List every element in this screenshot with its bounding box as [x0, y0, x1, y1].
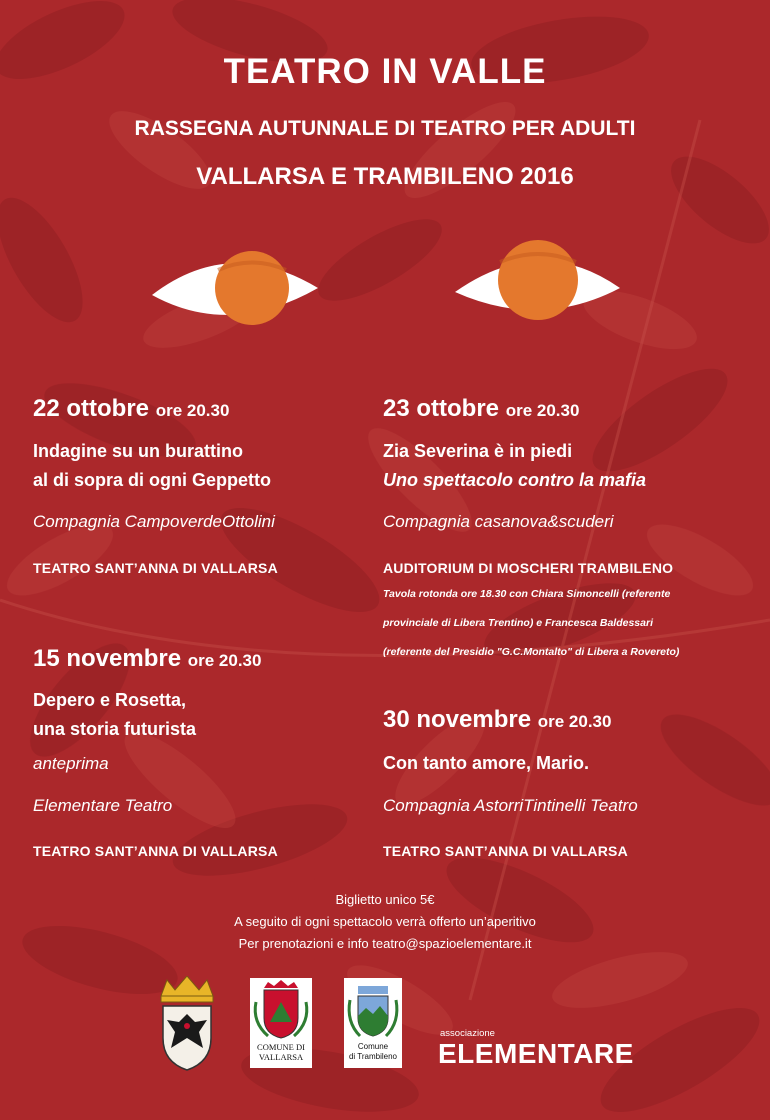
- vallarsa-label-line1: COMUNE DI: [257, 1042, 305, 1052]
- event-date: 23 ottobre ore 20.30: [383, 395, 580, 422]
- booking-info: Per prenotazioni e info teatro@spazioelementare.it: [238, 936, 532, 951]
- event-title-line: Zia Severina è in piedi: [383, 441, 573, 461]
- event-subtitle-line: Uno spettacolo contro la mafia: [383, 470, 647, 490]
- event-venue: AUDITORIUM DI MOSCHERI TRAMBILENO: [383, 560, 674, 576]
- event-note-line: Tavola rotonda ore 18.30 con Chiara Simoncelli (referente: [383, 588, 671, 600]
- vallarsa-crest-icon: [250, 978, 312, 1042]
- eyes-illustration: [0, 240, 770, 340]
- event-venue: TEATRO SANT’ANNA DI VALLARSA: [33, 560, 278, 576]
- trentino-crest-icon: [155, 976, 219, 1072]
- aperitivo-note: A seguito di ogni spettacolo verrà offerto un’aperitivo: [234, 914, 536, 929]
- vallarsa-logo: [250, 978, 312, 1068]
- event-venue: TEATRO SANT’ANNA DI VALLARSA: [33, 843, 278, 859]
- event-date: 15 novembre ore 20.30: [33, 645, 262, 672]
- event-note-line: (referente del Presidio "G.C.Montalto" di Libera a Rovereto): [383, 646, 680, 658]
- event-title-line: Con tanto amore, Mario.: [383, 753, 590, 773]
- event-company: Compagnia CampoverdeOttolini: [33, 512, 275, 531]
- trambileno-label-line2: di Trambileno: [348, 1052, 398, 1061]
- event-company: Compagnia casanova&scuderi: [383, 512, 614, 531]
- vallarsa-label-line2: VALLARSA: [258, 1052, 304, 1062]
- right-eye-icon: [455, 240, 620, 320]
- trambileno-label-line1: Comune: [357, 1042, 389, 1051]
- event-note-line: provinciale di Libera Trentino) e Francesca Baldessari: [383, 617, 653, 629]
- event-title-line: Indagine su un burattino: [33, 441, 243, 461]
- ticket-price: Biglietto unico 5€: [335, 892, 435, 907]
- page-subtitle: RASSEGNA AUTUNNALE DI TEATRO PER ADULTI: [134, 117, 636, 140]
- event-title-line: una storia futurista: [33, 719, 197, 739]
- event-venue: TEATRO SANT’ANNA DI VALLARSA: [383, 843, 628, 859]
- edition-label: VALLARSA E TRAMBILENO 2016: [196, 163, 574, 190]
- event-tag: anteprima: [33, 754, 109, 773]
- event-company: Compagnia AstorriTintinelli Teatro: [383, 796, 638, 815]
- event-company: Elementare Teatro: [33, 796, 173, 815]
- event-title-line: Depero e Rosetta,: [33, 690, 187, 710]
- elementare-small-label: associazione: [440, 1028, 495, 1039]
- trambileno-logo: [344, 978, 402, 1068]
- left-eye-icon: [152, 251, 318, 325]
- event-date: 30 novembre ore 20.30: [383, 706, 612, 733]
- event-date: 22 ottobre ore 20.30: [33, 395, 230, 422]
- event-title-line: al di sopra di ogni Geppetto: [33, 470, 272, 490]
- page-title: TEATRO IN VALLE: [223, 52, 547, 91]
- elementare-logo-label: ELEMENTARE: [438, 1038, 634, 1069]
- trambileno-crest-icon: [344, 978, 402, 1042]
